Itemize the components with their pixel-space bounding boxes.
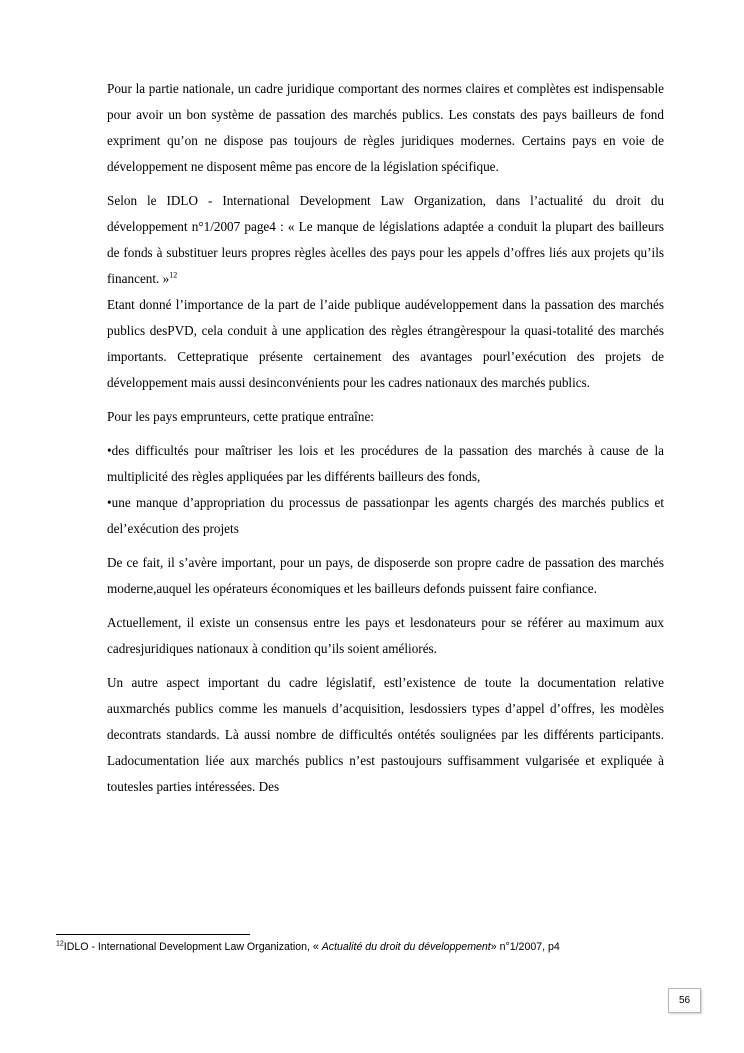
footnote-title: Actualité du droit du développement bbox=[321, 941, 491, 953]
page-number: 56 bbox=[668, 988, 701, 1013]
bullet-icon: • bbox=[107, 443, 112, 458]
paragraph-consensus: Actuellement, il existe un consensus entre les pays et lesdonateurs pour se référer au maximum aux cadresjuridiques nationaux à condition qu’ils soient améliorés. bbox=[107, 615, 664, 656]
paragraph-own-framework: De ce fait, il s’avère important, pour un pays, de disposerde son propre cadre de passation des marchés moderne,auquel les opérateurs économiques et les bailleurs defonds puissent faire confiance. bbox=[107, 555, 664, 596]
bullet-item bbox=[107, 490, 664, 542]
footnote-reference[interactable]: 12 bbox=[169, 270, 178, 280]
footnote-number: 12 bbox=[56, 940, 64, 948]
footnote bbox=[56, 941, 696, 953]
body-text bbox=[107, 76, 664, 808]
paragraph-national-framework: Pour la partie nationale, un cadre juridique comportant des normes claires et complètes est indispensable pour avoir un bon système de passation des marchés publics. Les constats des pays bailleurs de fond expriment qu’on ne dispose pas toujours de règles juridiques modernes. Certains pays en voie de développement ne disposent même pas encore de la législation spécifique. bbox=[107, 81, 664, 174]
bullet-item bbox=[107, 438, 664, 490]
bullet-text: une manque d’appropriation du processus de passationpar les agents chargés des marchés publics et del’exécution des projets bbox=[107, 495, 664, 536]
footnote-prefix: IDLO - International Development Law Organization, « bbox=[63, 941, 322, 953]
paragraph-borrowing-countries: Pour les pays emprunteurs, cette pratique entraîne: bbox=[107, 409, 374, 424]
footnote-separator bbox=[56, 934, 250, 935]
paragraph-documentation: Un autre aspect important du cadre législatif, estl’existence de toute la documentation relative auxmarchés publics comme les manuels d’acquisition, lesdossiers types d’appel d’offres, les modèles decontrats standards. Là aussi nombre de difficultés ontétés soulignées par les différents participants. Ladocumentation liée aux marchés publics n’est pastoujours suffisamment vulgarisée et expliquée à toutesles parties intéressées. Des bbox=[107, 675, 664, 794]
paragraph-public-aid: Etant donné l’importance de la part de l’aide publique audéveloppement dans la passation des marchés publics desPVD, cela conduit à une application des règles étrangèrespour la quasi-totalité des marchés importants. Cettepratique présente certainement des avantages pourl’exécution des projets de développement mais aussi desinconvénients pour les cadres nationaux des marchés publics. bbox=[107, 297, 664, 390]
bullet-icon: • bbox=[107, 495, 112, 510]
bullet-text: des difficultés pour maîtriser les lois et les procédures de la passation des marchés à cause de la multiplicité des règles appliquées par les différents bailleurs des fonds, bbox=[107, 443, 664, 484]
footnote-suffix: » n°1/2007, p4 bbox=[490, 941, 560, 953]
paragraph-idlo-quote bbox=[107, 188, 664, 292]
idlo-quote-text: Selon le IDLO - International Development Law Organization, dans l’actualité du droit du développement n°1/2007 page4 : « Le manque de législations adaptée a conduit la plupart des bailleurs de fonds à substituer leurs propres règles àcelles des pays pour les appels d’offres liés aux projets qu’ils financent. » bbox=[107, 193, 664, 286]
